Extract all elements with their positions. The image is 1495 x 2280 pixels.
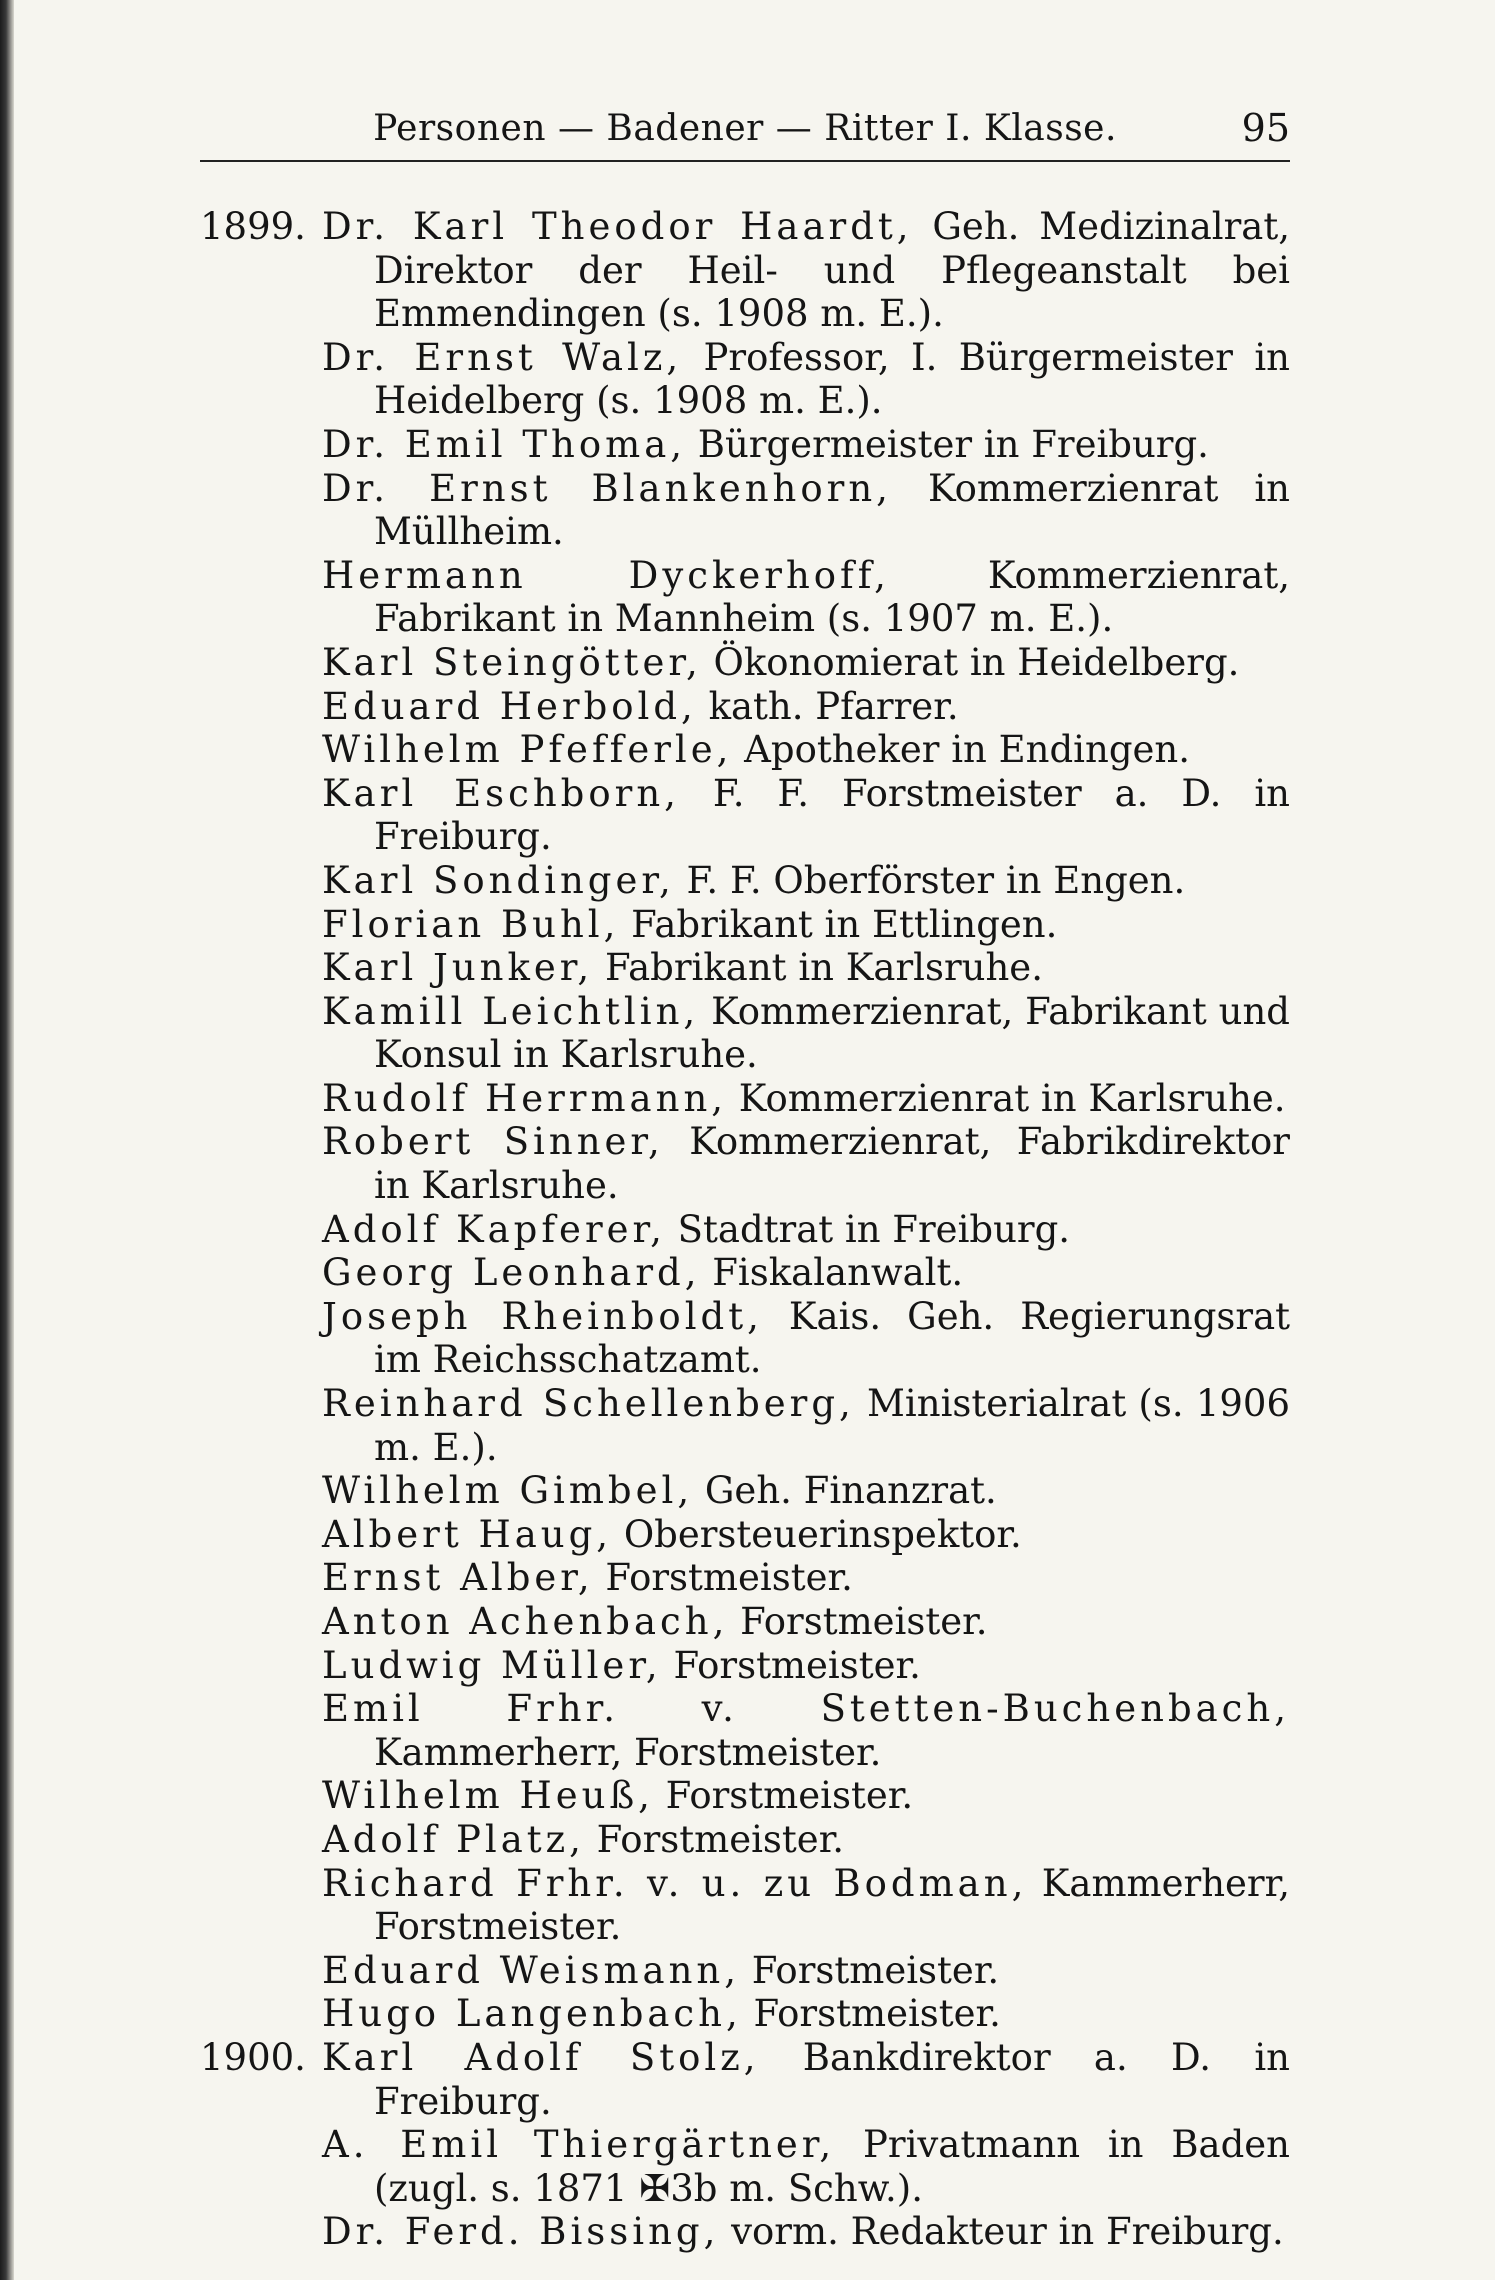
entry-details: Forstmeister. (741, 1992, 1001, 2036)
entry-name: Georg Leonhard, (322, 1251, 701, 1295)
entry-year: 1899. (200, 205, 306, 248)
entry-text (322, 1382, 1290, 1469)
entry-details: Kammerherr, Forstmeister. (374, 1861, 1290, 1949)
entry-year: 1900. (200, 2035, 306, 2079)
list-item (200, 1208, 1290, 1252)
entry-name: Wilhelm Heuß, (322, 1774, 654, 1818)
entry-details: Kais. Geh. Regierungsrat im Reichsschatzamt. (374, 1294, 1290, 1382)
list-item (200, 859, 1290, 903)
entry-text (322, 1251, 1290, 1295)
list-item (200, 1251, 1290, 1295)
entry-text (322, 2036, 1290, 2123)
list-item (200, 1774, 1290, 1818)
entry-text (322, 685, 1290, 729)
list-item (200, 903, 1290, 947)
entry-name: Adolf Platz, (322, 1817, 585, 1861)
entry-text (322, 205, 1290, 336)
entry-name: Eduard Herbold, (322, 684, 697, 728)
list-item (200, 1992, 1290, 2036)
entry-details: Fabrikant in Karlsruhe. (593, 946, 1043, 990)
list-item (200, 728, 1290, 772)
entry-details: kath. Pfarrer. (696, 684, 959, 728)
list-item (200, 467, 1290, 554)
list-item (200, 205, 1290, 336)
entry-name: Anton Achenbach, (322, 1600, 729, 1643)
entry-name: Ernst Alber, (322, 1556, 594, 1600)
entry-text (322, 1862, 1290, 1949)
list-item (200, 423, 1290, 467)
list-item (200, 1818, 1290, 1862)
entry-details: Fiskalanwalt. (700, 1251, 964, 1295)
entry-details: Forstmeister. (653, 1774, 914, 1818)
entry-details: Forstmeister. (584, 1817, 845, 1861)
entry-text (322, 1644, 1290, 1688)
list-item (200, 685, 1290, 729)
entry-name: Wilhelm Pfefferle, (322, 728, 733, 772)
entry-text (322, 423, 1290, 467)
entry-text (322, 859, 1290, 903)
entry-name: Dr. Ernst Walz, (322, 335, 683, 379)
entry-name: Richard Frhr. v. u. zu Bodman, (322, 1861, 1028, 1905)
entry-name: Hugo Langenbach, (322, 1992, 742, 2036)
entry-name: Reinhard Schellenberg, (322, 1382, 855, 1426)
page-number: 95 (1241, 106, 1290, 150)
list-item (200, 1513, 1290, 1557)
entry-text (322, 903, 1290, 947)
list-item (200, 641, 1290, 685)
entry-text (322, 1513, 1290, 1557)
entry-text (322, 1120, 1290, 1207)
entry-details: Forstmeister. (593, 1556, 853, 1600)
entry-text (322, 728, 1290, 772)
entry-name: Karl Adolf Stolz, (322, 2035, 760, 2079)
entry-details: Bürgermeister in Freiburg. (686, 422, 1209, 466)
entry-name: Karl Eschborn, (322, 771, 680, 815)
entry-name: Karl Steingötter, (322, 640, 702, 684)
entry-name: A. Emil Thiergärtner, (322, 2123, 836, 2167)
entry-name: Dr. Ferd. Bissing, (322, 2210, 720, 2254)
page-header (200, 100, 1290, 162)
list-item (200, 1469, 1290, 1513)
entry-details: Fabrikant in Ettlingen. (619, 902, 1058, 946)
entry-name: Hermann Dyckerhoff, (322, 553, 890, 597)
entry-details: Kommerzienrat in Karlsruhe. (727, 1076, 1286, 1120)
entry-details: Apotheker in Endingen. (732, 728, 1190, 772)
entry-text (322, 990, 1290, 1077)
entry-details: Geh. Finanzrat. (693, 1469, 997, 1513)
entry-details: Kommerzienrat, Fabrikant in Mannheim (s. 1907 m. E.). (374, 553, 1290, 641)
entry-text (322, 946, 1290, 990)
entry-text (322, 1077, 1290, 1121)
list-item (200, 1295, 1290, 1382)
list-item (200, 1556, 1290, 1600)
entry-details: Forstmeister. (661, 1643, 921, 1687)
entry-details: Obersteuerinspektor. (612, 1512, 1022, 1556)
entry-details: F. F. Forstmeister a. D. in Freiburg. (374, 771, 1290, 859)
list-item (200, 1862, 1290, 1949)
entry-details: Kommerzienrat, Fabrikdirektor in Karlsruhe. (374, 1120, 1290, 1208)
entry-details: F. F. Oberförster in Engen. (674, 858, 1186, 902)
entry-text (322, 1469, 1290, 1513)
entry-text (322, 2210, 1290, 2254)
entry-name: Wilhelm Gimbel, (322, 1469, 694, 1513)
entry-text (322, 1949, 1290, 1993)
entry-text (322, 554, 1290, 641)
entry-details: Privatmann in Baden (zugl. s. 1871 ✠3b m. Schw.). (374, 2123, 1290, 2210)
list-item (200, 554, 1290, 641)
entry-details: Bankdirektor a. D. in Freiburg. (374, 2035, 1290, 2123)
running-head: Personen — Badener — Ritter I. Klasse. (373, 108, 1117, 149)
entry-text (322, 2123, 1290, 2210)
entry-text (322, 467, 1290, 554)
entry-text (322, 1818, 1290, 1862)
entry-name: Emil Frhr. v. Stetten-Buchenbach, (322, 1687, 1290, 1731)
entry-name: Dr. Karl Theodor Haardt, (322, 205, 913, 248)
entry-text (322, 1687, 1290, 1774)
entry-details: Ministerialrat (s. 1906 m. E.). (374, 1382, 1290, 1469)
entry-details: Professor, I. Bürgermeister in Heidelberg (s. 1908 m. E.). (374, 335, 1290, 423)
entry-text (322, 1208, 1290, 1252)
entry-name: Kamill Leichtlin, (322, 989, 700, 1033)
entry-name: Robert Sinner, (322, 1120, 664, 1164)
entry-name: Florian Buhl, (322, 902, 620, 946)
list-item (200, 2123, 1290, 2210)
entry-name: Albert Haug, (322, 1512, 613, 1556)
entry-name: Dr. Emil Thoma, (322, 422, 687, 466)
entry-text (322, 336, 1290, 423)
list-item (200, 946, 1290, 990)
list-item (200, 1687, 1290, 1774)
entry-name: Adolf Kapferer, (322, 1207, 666, 1251)
entry-text (322, 641, 1290, 685)
entry-details: Forstmeister. (728, 1600, 988, 1643)
entry-details: Kommerzienrat in Müllheim. (374, 466, 1290, 554)
entry-text (322, 1295, 1290, 1382)
list-item (200, 772, 1290, 859)
entry-name: Karl Junker, (322, 946, 594, 990)
entry-name: Ludwig Müller, (322, 1643, 662, 1687)
entry-text (322, 772, 1290, 859)
list-item (200, 336, 1290, 423)
entry-name: Karl Sondinger, (322, 858, 675, 902)
entry-details: Forstmeister. (740, 1948, 1000, 1992)
entry-text (322, 1774, 1290, 1818)
list-item (200, 1949, 1290, 1993)
list-item (200, 1077, 1290, 1121)
entry-name: Dr. Ernst Blankenhorn, (322, 466, 892, 510)
list-item (200, 1382, 1290, 1469)
list-item (200, 2036, 1290, 2123)
list-item (200, 1600, 1290, 1644)
entry-details: Kammerherr, Forstmeister. (374, 1730, 882, 1774)
entry-details: Geh. Medizinalrat, Direktor der Heil- und Pflegeanstalt bei Emmendingen (s. 1908 m. E.). (374, 205, 1290, 336)
entry-details: Stadtrat in Freiburg. (665, 1207, 1071, 1251)
list-item (200, 2210, 1290, 2254)
entry-details: vorm. Redakteur in Freiburg. (719, 2210, 1284, 2254)
list-item (200, 1644, 1290, 1688)
entry-list (200, 205, 1290, 2254)
list-item (200, 990, 1290, 1077)
entry-text (322, 1992, 1290, 2036)
entry-details: Ökonomierat in Heidelberg. (701, 640, 1240, 684)
entry-name: Eduard Weismann, (322, 1948, 741, 1992)
list-item (200, 1120, 1290, 1207)
entry-text (322, 1556, 1290, 1600)
entry-name: Joseph Rheinboldt, (322, 1294, 763, 1338)
entry-name: Rudolf Herrmann, (322, 1076, 728, 1120)
entry-details: Kommerzienrat, Fabrikant und Konsul in Karlsruhe. (374, 989, 1290, 1077)
entry-text (322, 1600, 1290, 1644)
